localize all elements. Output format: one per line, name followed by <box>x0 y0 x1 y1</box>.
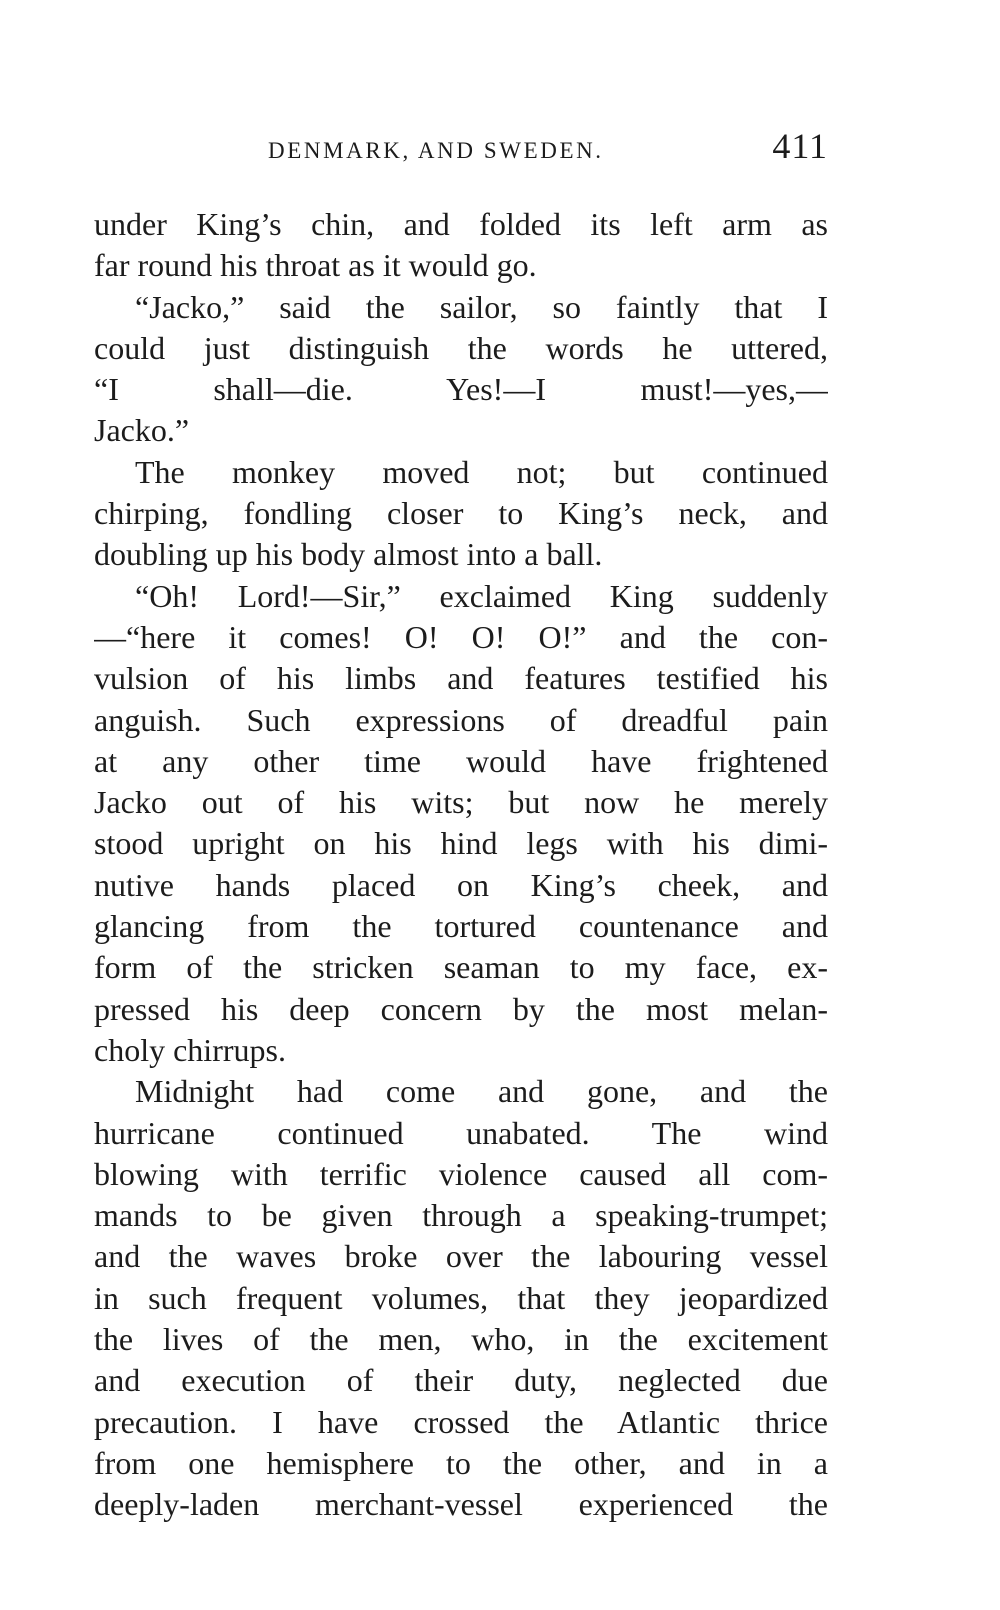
text-line: stood upright on his hind legs with his dimi- <box>94 825 828 862</box>
text-line: under King’s chin, and folded its left arm as <box>94 206 828 242</box>
page-number: 411 <box>772 126 828 166</box>
text-line: and the waves broke over the labouring vessel <box>94 1238 828 1275</box>
text-line: “I shall—die. Yes!—I must!—yes,— <box>94 371 828 408</box>
text-line: choly chirrups. <box>94 1031 286 1068</box>
text-line: far round his throat as it would go. <box>94 247 537 284</box>
text-line: “Oh! Lord!—Sir,” exclaimed King suddenly <box>135 577 828 614</box>
text-line: glancing from the tortured countenance and <box>94 908 828 945</box>
text-line: could just distinguish the words he uttered, <box>94 329 828 366</box>
text-line: Jacko.” <box>94 412 190 449</box>
text-line: “Jacko,” said the sailor, so faintly that I <box>135 288 828 325</box>
text-line: anguish. Such expressions of dreadful pain <box>94 701 828 738</box>
text-line: chirping, fondling closer to King’s neck, and <box>94 495 828 532</box>
text-line: mands to be given through a speaking-trumpet; <box>94 1197 828 1234</box>
text-line: —“here it comes! O! O! O!” and the con- <box>94 618 828 655</box>
text-line: from one hemisphere to the other, and in a <box>94 1444 828 1481</box>
text-line: pressed his deep concern by the most melan- <box>94 990 828 1027</box>
text-line: deeply-laden merchant-vessel experienced the <box>94 1486 828 1523</box>
text-line: hurricane continued unabated. The wind <box>94 1114 828 1151</box>
text-line: The monkey moved not; but continued <box>135 453 828 490</box>
text-line: in such frequent volumes, that they jeopardized <box>94 1279 828 1316</box>
running-head <box>94 126 828 172</box>
text-line: Midnight had come and gone, and the <box>135 1073 828 1110</box>
text-line: form of the stricken seaman to my face, ex- <box>94 949 828 986</box>
text-line: the lives of the men, who, in the excitement <box>94 1321 828 1358</box>
text-line: vulsion of his limbs and features testified his <box>94 660 828 697</box>
text-line: precaution. I have crossed the Atlantic thrice <box>94 1403 828 1440</box>
body-text <box>94 204 828 1526</box>
text-line: doubling up his body almost into a ball. <box>94 536 603 573</box>
text-line: Jacko out of his wits; but now he merely <box>94 784 828 821</box>
text-line: and execution of their duty, neglected due <box>94 1362 828 1399</box>
text-line: at any other time would have frightened <box>94 742 828 779</box>
text-line: nutive hands placed on King’s cheek, and <box>94 866 828 903</box>
running-title: DENMARK, AND SWEDEN. <box>268 138 604 163</box>
text-line: blowing with terrific violence caused all com- <box>94 1155 828 1192</box>
